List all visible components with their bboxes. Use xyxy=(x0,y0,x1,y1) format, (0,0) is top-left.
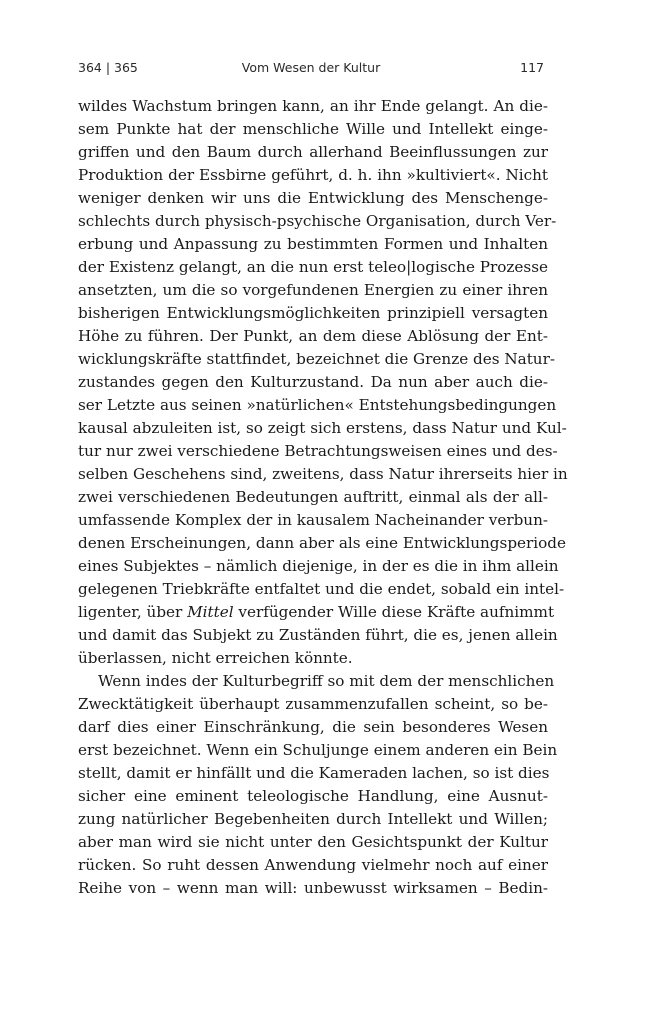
text-line xyxy=(78,555,559,578)
text-segment: zung natürlicher Begebenheiten durch Intellekt und Willen; xyxy=(78,810,548,828)
text-segment: zustandes gegen den Kulturzustand. Da nun aber auch die- xyxy=(78,373,548,391)
text-segment: überlassen, nicht erreichen könnte. xyxy=(78,649,353,667)
text-line xyxy=(78,440,558,463)
text-line xyxy=(78,417,567,440)
text-segment: sem Punkte hat der menschliche Wille und Intellekt einge- xyxy=(78,120,548,138)
text-segment: griffen und den Baum durch allerhand Beeinflussungen zur xyxy=(78,143,548,161)
text-segment: Zwecktätigkeit überhaupt zusammenzufallen scheint, so be- xyxy=(78,695,548,713)
text-line xyxy=(78,693,548,716)
text-segment: ansetzten, um die so vorgefundenen Energien zu einer ihren xyxy=(78,281,548,299)
text-segment: erbung und Anpassung zu bestimmten Formen und Inhalten xyxy=(78,235,548,253)
text-line xyxy=(78,578,565,601)
text-segment: rücken. So ruht dessen Anwendung vielmehr noch auf einer xyxy=(78,856,548,874)
text-line xyxy=(78,647,548,670)
text-line xyxy=(78,256,548,279)
text-line xyxy=(78,831,548,854)
text-line xyxy=(78,325,548,348)
text-line xyxy=(78,348,555,371)
text-line xyxy=(78,624,558,647)
text-line xyxy=(78,739,558,762)
text-line xyxy=(78,95,548,118)
text-line xyxy=(78,601,555,624)
text-segment: aber man wird sie nicht unter den Gesichtspunkt der Kultur xyxy=(78,833,548,851)
text-line xyxy=(78,808,548,831)
text-segment: Höhe zu führen. Der Punkt, an dem diese Ablösung der Ent- xyxy=(78,327,548,345)
text-segment: denen Erscheinungen, dann aber als eine Entwicklungsperiode xyxy=(78,534,567,552)
text-line xyxy=(78,762,548,785)
text-segment: stellt, damit er hinfällt und die Kameraden lachen, so ist dies xyxy=(78,764,550,782)
text-segment: ser Letzte aus seinen »natürlichen« Entstehungsbedingungen xyxy=(78,396,557,414)
text-segment: sicher eine eminent teleologische Handlung, eine Ausnut- xyxy=(78,787,548,805)
text-segment: bisherigen Entwicklungsmöglichkeiten prinzipiell versagten xyxy=(78,304,548,322)
text-line xyxy=(78,877,548,900)
running-title: Vom Wesen der Kultur xyxy=(241,60,381,75)
text-line xyxy=(78,716,548,739)
text-segment: ligenter, über xyxy=(78,603,188,621)
text-segment: schlechts durch physisch-psychische Organisation, durch Ver- xyxy=(78,212,557,230)
text-line xyxy=(78,164,548,187)
original-page-reference: 364 | 365 xyxy=(78,60,138,75)
text-line xyxy=(78,509,548,532)
text-segment: zwei verschiedenen Bedeutungen auftritt, einmal als der all- xyxy=(78,488,548,506)
text-line xyxy=(78,785,548,808)
text-segment: gelegenen Triebkräfte entfaltet und die endet, sobald ein intel- xyxy=(78,580,565,598)
text-line xyxy=(78,854,548,877)
text-line xyxy=(78,118,548,141)
text-segment: umfassende Komplex der in kausalem Nacheinander verbun- xyxy=(78,511,548,529)
text-segment: wicklungskräfte stattfindet, bezeichnet die Grenze des Natur- xyxy=(78,350,555,368)
page-number: 117 xyxy=(520,60,544,75)
body-text xyxy=(78,95,568,900)
text-line xyxy=(78,371,548,394)
text-line xyxy=(78,463,568,486)
text-line xyxy=(78,532,567,555)
text-segment: Wenn indes der Kulturbegriff so mit dem der menschlichen xyxy=(98,672,555,690)
text-segment: kausal abzuleiten ist, so zeigt sich erstens, dass Natur und Kul- xyxy=(78,419,567,437)
emphasized-word: Mittel xyxy=(187,603,234,621)
text-line xyxy=(78,141,548,164)
text-segment: und damit das Subjekt zu Zuständen führt, die es, jenen allein xyxy=(78,626,558,644)
text-segment: Produktion der Essbirne geführt, d. h. ihn »kultiviert«. Nicht xyxy=(78,166,548,184)
page-header xyxy=(78,60,544,82)
text-segment: erst bezeichnet. Wenn ein Schuljunge einem anderen ein Bein xyxy=(78,741,558,759)
text-segment: selben Geschehens sind, zweitens, dass Natur ihrerseits hier in xyxy=(78,465,568,483)
text-segment: tur nur zwei verschiedene Betrachtungsweisen eines und des- xyxy=(78,442,558,460)
text-line xyxy=(78,670,555,693)
text-segment: weniger denken wir uns die Entwicklung des Menschenge- xyxy=(78,189,548,207)
text-line xyxy=(78,233,548,256)
text-segment: wildes Wachstum bringen kann, an ihr Ende gelangt. An die- xyxy=(78,97,548,115)
text-segment: Reihe von – wenn man will: unbewusst wirksamen – Bedin- xyxy=(78,879,548,897)
text-line xyxy=(78,210,557,233)
text-line xyxy=(78,302,548,325)
text-line xyxy=(78,187,548,210)
text-segment: der Existenz gelangt, an die nun erst teleo|logische Prozesse xyxy=(78,258,548,276)
text-line xyxy=(78,486,548,509)
text-segment: darf dies einer Einschränkung, die sein besonderes Wesen xyxy=(78,718,548,736)
text-segment: verfügender Wille diese Kräfte aufnimmt xyxy=(233,603,555,621)
text-line xyxy=(78,394,557,417)
text-line xyxy=(78,279,548,302)
text-segment: eines Subjektes – nämlich diejenige, in der es die in ihm allein xyxy=(78,557,559,575)
